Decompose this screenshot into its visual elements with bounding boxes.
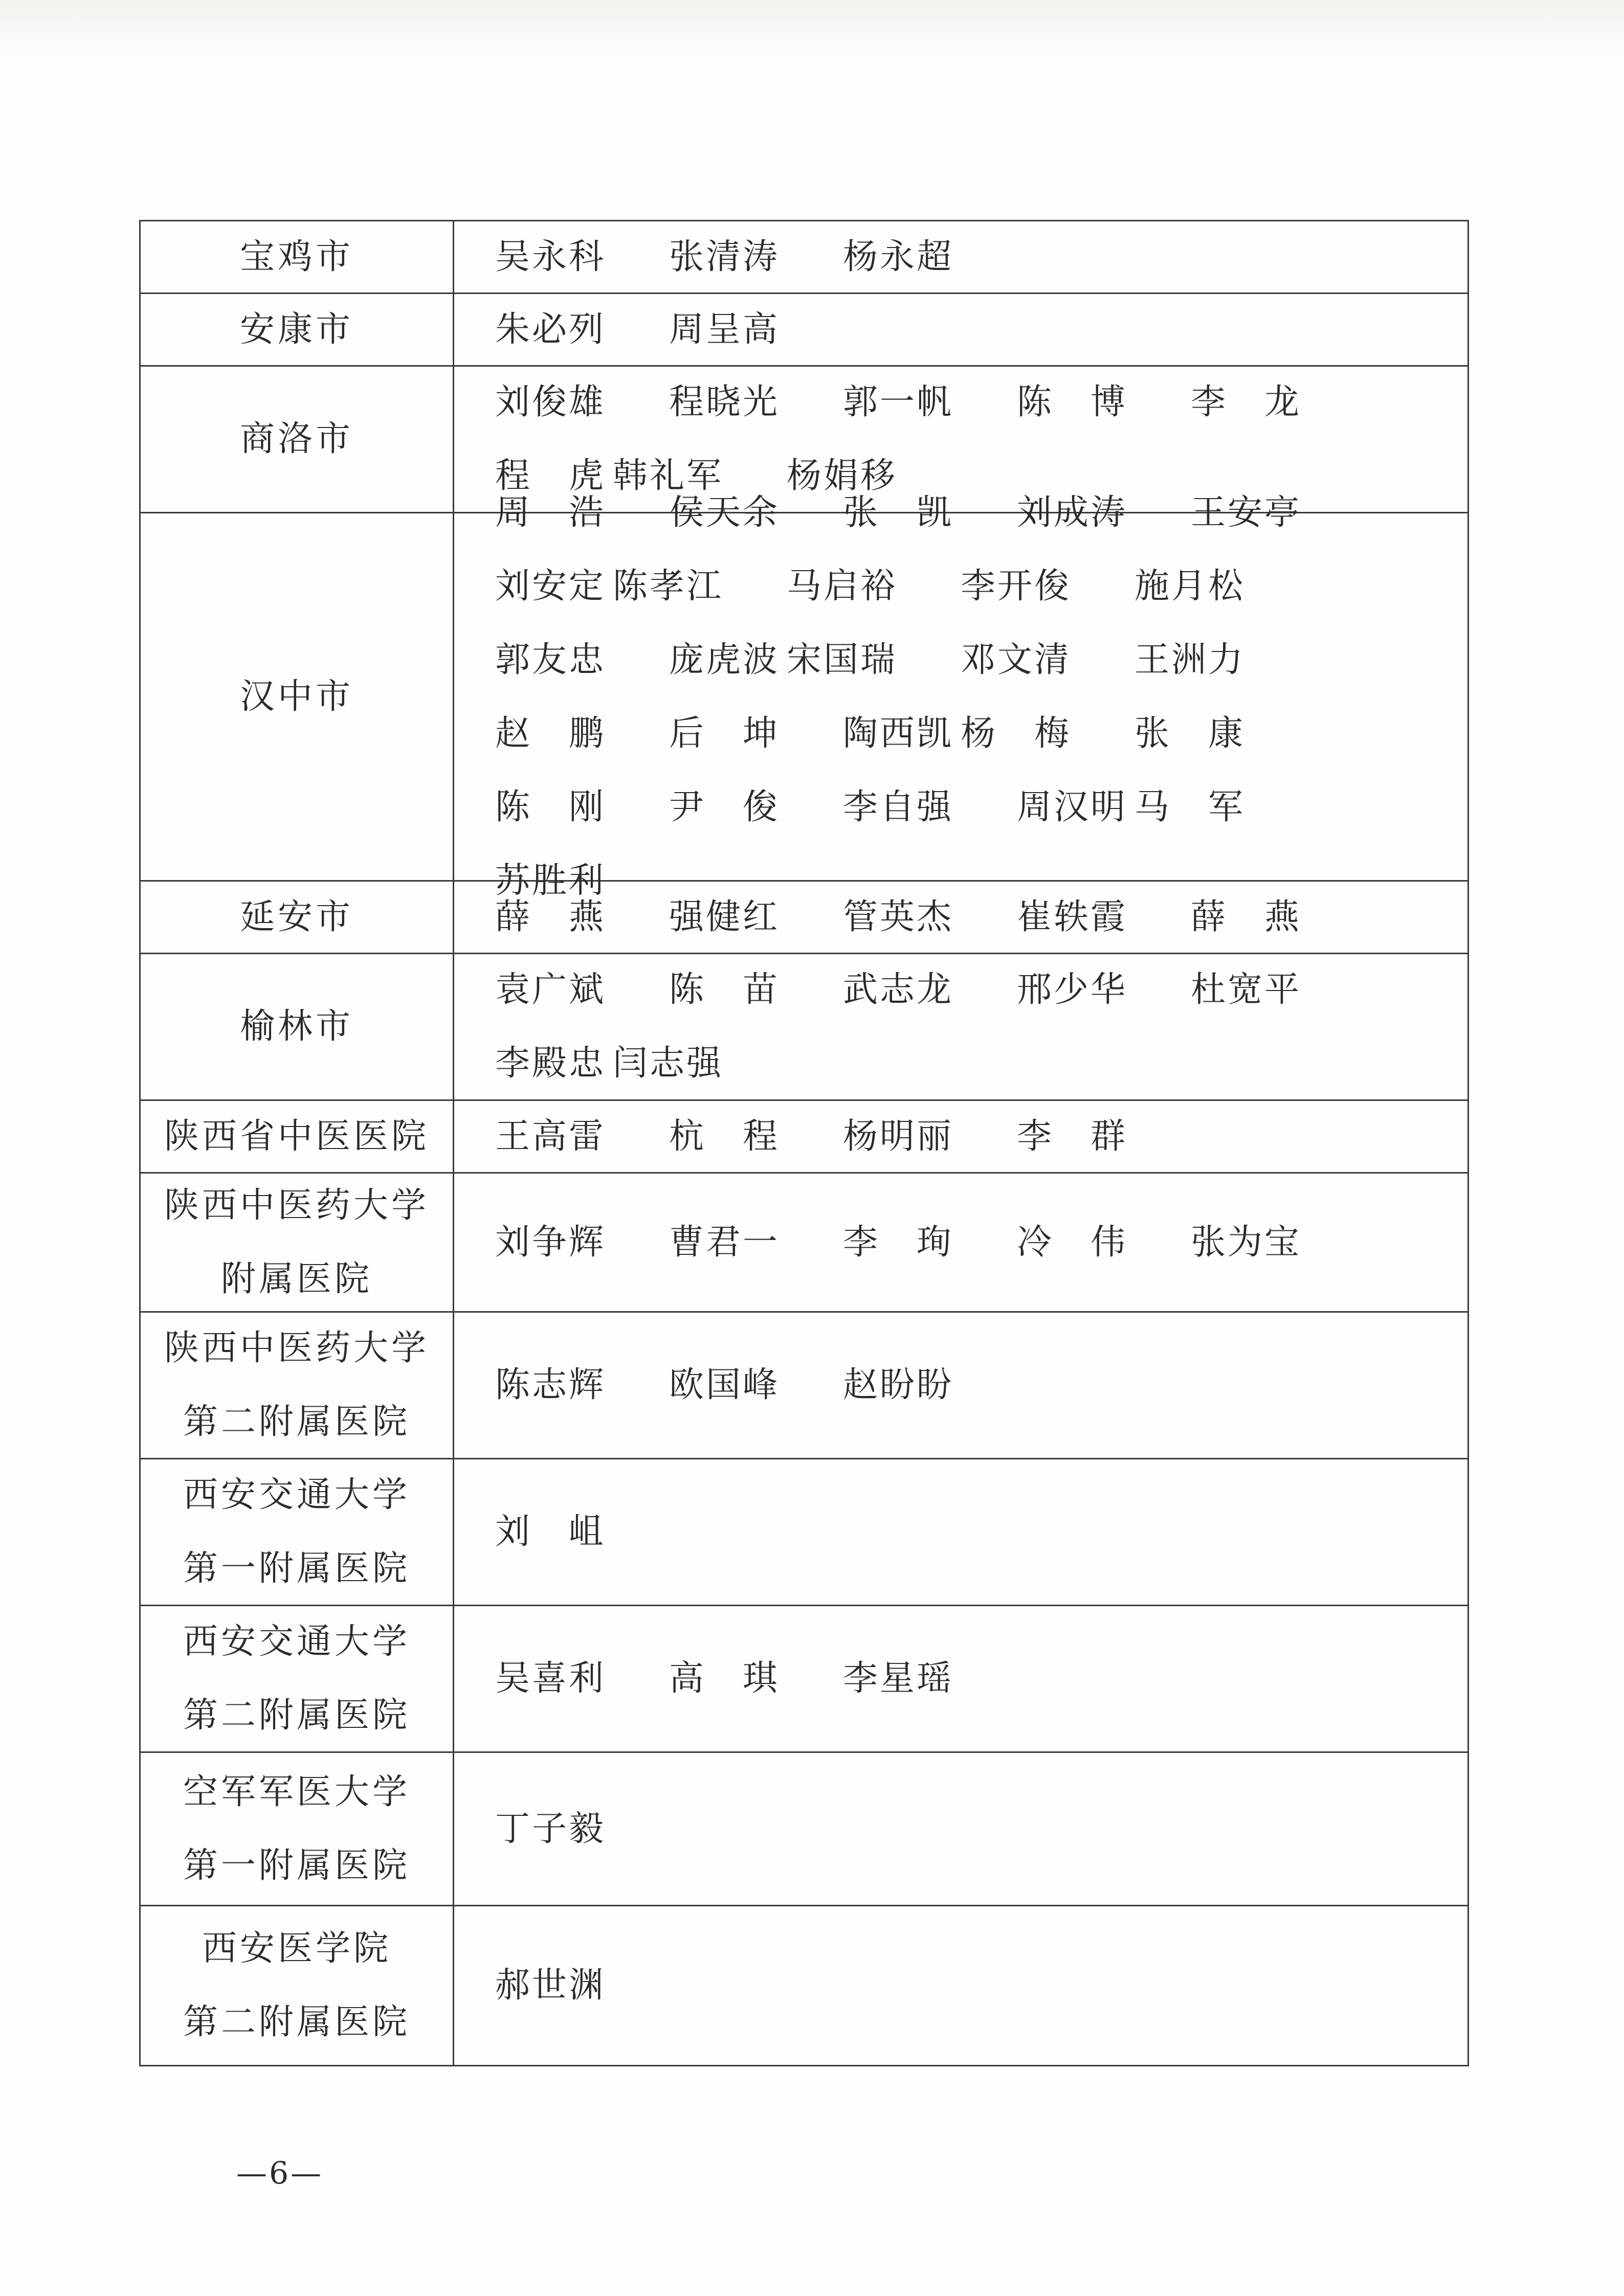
person-name: 苏胜利 xyxy=(495,860,606,901)
unit-name-line: 汉中市 xyxy=(239,676,353,717)
person-name: 庞虎波 xyxy=(669,639,780,680)
person-name: 薛 燕 xyxy=(1191,896,1302,937)
table-row xyxy=(141,1606,1467,1753)
person-name: 欧国峰 xyxy=(669,1365,780,1405)
table-row xyxy=(141,294,1467,367)
person-name: 吴永科 xyxy=(495,236,606,277)
table-row xyxy=(141,882,1467,954)
person-name: 陈志辉 xyxy=(495,1365,606,1405)
person-name: 马 军 xyxy=(1134,786,1245,827)
unit-cell xyxy=(141,954,454,1099)
unit-name-line: 商洛市 xyxy=(239,419,353,459)
person-name: 陶西凯 xyxy=(843,713,954,754)
unit-name-line: 榆林市 xyxy=(239,1006,353,1047)
person-name: 李 群 xyxy=(1017,1116,1128,1157)
unit-cell xyxy=(141,1906,454,2065)
person-name: 马启裕 xyxy=(787,566,898,606)
person-name: 王高雷 xyxy=(495,1116,606,1157)
table-row xyxy=(141,1753,1467,1906)
person-name: 程 虎 xyxy=(495,456,606,496)
person-name: 陈 博 xyxy=(1017,382,1128,422)
unit-cell xyxy=(141,1174,454,1311)
person-name: 袁广斌 xyxy=(495,970,606,1010)
person-name: 张为宝 xyxy=(1191,1222,1302,1263)
person-name: 周 浩 xyxy=(495,492,606,533)
person-name: 冷 伟 xyxy=(1017,1222,1128,1263)
person-name: 李 珣 xyxy=(843,1222,954,1263)
person-name: 宋国瑞 xyxy=(787,639,898,680)
person-name: 陈孝江 xyxy=(613,566,724,606)
unit-cell xyxy=(141,1101,454,1172)
unit-name-line: 陕西中医药大学 xyxy=(164,1185,429,1226)
table-row xyxy=(141,1101,1467,1174)
person-name: 吴喜利 xyxy=(495,1658,606,1699)
unit-name-line: 第一附属医院 xyxy=(183,1548,410,1589)
person-name: 李开俊 xyxy=(961,566,1072,606)
person-name: 刘 岨 xyxy=(495,1512,606,1552)
names-cell xyxy=(454,954,1467,1099)
person-name: 丁子毅 xyxy=(495,1808,606,1849)
names-cell xyxy=(454,1101,1467,1172)
person-name: 强健红 xyxy=(669,896,780,937)
unit-cell xyxy=(141,221,454,292)
unit-name-line: 附属医院 xyxy=(220,1258,372,1299)
person-name: 杨永超 xyxy=(843,236,954,277)
person-name: 刘争辉 xyxy=(495,1222,606,1263)
names-cell xyxy=(454,1174,1467,1311)
person-name: 陈 苗 xyxy=(669,970,780,1010)
person-name: 赵 鹏 xyxy=(495,713,606,754)
person-name: 邓文清 xyxy=(961,639,1072,680)
unit-cell xyxy=(141,1753,454,1905)
person-name: 曹君一 xyxy=(669,1222,780,1263)
person-name: 薛 燕 xyxy=(495,896,606,937)
table-row xyxy=(141,1313,1467,1459)
person-name: 高 琪 xyxy=(669,1658,780,1699)
person-name: 郭一帆 xyxy=(843,382,954,422)
names-cell xyxy=(454,1906,1467,2065)
person-name: 侯天余 xyxy=(669,492,780,533)
person-name: 杨 梅 xyxy=(961,713,1072,754)
names-cell xyxy=(454,1606,1467,1751)
person-name: 郭友忠 xyxy=(495,639,606,680)
unit-cell xyxy=(141,367,454,512)
table-row xyxy=(141,1174,1467,1313)
person-name: 李星瑶 xyxy=(843,1658,954,1699)
names-cell xyxy=(454,492,1467,901)
person-name: 后 坤 xyxy=(669,713,780,754)
unit-cell xyxy=(141,1313,454,1458)
unit-cell xyxy=(141,1606,454,1751)
names-cell xyxy=(454,294,1467,365)
unit-name-line: 第二附属医院 xyxy=(183,1402,410,1442)
person-name: 李殿忠 xyxy=(495,1043,606,1084)
unit-name-line: 安康市 xyxy=(239,309,353,350)
person-name: 施月松 xyxy=(1134,566,1245,606)
person-name: 杜宽平 xyxy=(1191,970,1302,1010)
unit-cell xyxy=(141,513,454,880)
names-cell xyxy=(454,221,1467,292)
person-name: 邢少华 xyxy=(1017,970,1128,1010)
person-name: 张清涛 xyxy=(669,236,780,277)
person-name: 周汉明 xyxy=(1017,786,1128,827)
unit-name-line: 第二附属医院 xyxy=(183,1695,410,1736)
person-name: 张 康 xyxy=(1134,713,1245,754)
person-name: 李 龙 xyxy=(1191,382,1302,422)
unit-cell xyxy=(141,882,454,953)
person-name: 崔轶霞 xyxy=(1017,896,1128,937)
person-name: 王洲力 xyxy=(1134,639,1245,680)
unit-name-line: 陕西中医药大学 xyxy=(164,1328,429,1368)
person-name: 赵盼盼 xyxy=(843,1365,954,1405)
person-name: 尹 俊 xyxy=(669,786,780,827)
person-name: 朱必列 xyxy=(495,309,606,350)
person-name: 刘成涛 xyxy=(1017,492,1128,533)
person-name: 武志龙 xyxy=(843,970,954,1010)
table-row xyxy=(141,1459,1467,1606)
names-cell xyxy=(454,1753,1467,1905)
unit-name-line: 第一附属医院 xyxy=(183,1845,410,1886)
person-name: 陈 刚 xyxy=(495,786,606,827)
unit-cell xyxy=(141,1459,454,1605)
names-cell xyxy=(454,1459,1467,1605)
unit-name-line: 空军军医大学 xyxy=(183,1771,410,1812)
table-row xyxy=(141,1906,1467,2065)
personnel-table xyxy=(139,220,1469,2066)
table-row xyxy=(141,221,1467,294)
unit-name-line: 延安市 xyxy=(239,896,353,937)
person-name: 郝世渊 xyxy=(495,1965,606,2006)
page-number: —6— xyxy=(236,2155,324,2191)
person-name: 杨明丽 xyxy=(843,1116,954,1157)
unit-name-line: 陕西省中医医院 xyxy=(164,1116,429,1157)
person-name: 刘俊雄 xyxy=(495,382,606,422)
scan-edge-tint xyxy=(0,0,1624,61)
person-name: 杭 程 xyxy=(669,1116,780,1157)
person-name: 杨娟移 xyxy=(787,456,898,496)
unit-name-line: 西安医学院 xyxy=(202,1928,391,1969)
unit-name-line: 西安交通大学 xyxy=(183,1475,410,1515)
unit-name-line: 宝鸡市 xyxy=(239,236,353,277)
person-name: 王安亭 xyxy=(1191,492,1302,533)
unit-name-line: 西安交通大学 xyxy=(183,1622,410,1662)
names-cell xyxy=(454,882,1467,953)
person-name: 管英杰 xyxy=(843,896,954,937)
person-name: 韩礼军 xyxy=(613,456,724,496)
person-name: 闫志强 xyxy=(613,1043,724,1084)
unit-cell xyxy=(141,294,454,365)
person-name: 张 凯 xyxy=(843,492,954,533)
names-cell xyxy=(454,1313,1467,1458)
person-name: 周呈高 xyxy=(669,309,780,350)
person-name: 刘安定 xyxy=(495,566,606,606)
person-name: 李自强 xyxy=(843,786,954,827)
person-name: 程晓光 xyxy=(669,382,780,422)
unit-name-line: 第二附属医院 xyxy=(183,2002,410,2042)
table-row xyxy=(141,954,1467,1101)
table-row xyxy=(141,492,1467,901)
